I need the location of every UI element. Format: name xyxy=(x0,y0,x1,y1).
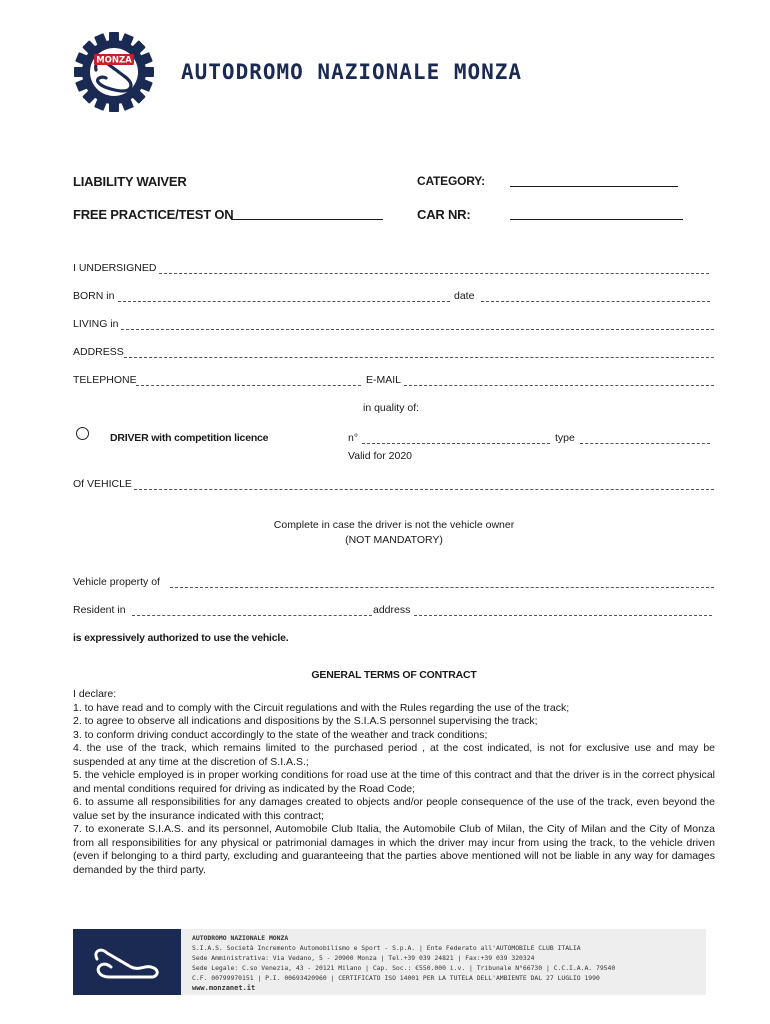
footer-website-link[interactable]: www.monzanet.it xyxy=(192,984,256,992)
born-date-field[interactable] xyxy=(481,301,710,302)
property-field[interactable] xyxy=(170,587,714,588)
terms-item: 5. the vehicle employed is in proper working conditions for road use at the time of this contract and that the driver is in the correct physical and mental conditions required for driving as indicated by the Road Code; xyxy=(73,769,715,795)
vehicle-label: Of VEHICLE xyxy=(73,478,132,490)
terms-item: 7. to exonerate S.I.A.S. and its personnel, Automobile Club Italia, the Automobile Club of Milan, the City of Milan and the City of Monza from all responsibilities for any physical or patrimonial damages in which the driver may incur from using the track, to the vehicle driven (even if belonging to a third party, excluding and guaranteeing that the parties above mentioned will not be liable in any way for damages demanded by the third party. xyxy=(73,823,715,876)
valid-label: Valid for 2020 xyxy=(348,450,413,462)
vehicle-field[interactable] xyxy=(134,489,714,490)
car-nr-label: CAR NR: xyxy=(417,207,471,222)
undersigned-label: I UNDERSIGNED xyxy=(73,262,157,274)
footer-line: S.I.A.S. Società Incremento Automobilismo e Sport - S.p.A. | Ente Federato all'AUTOMOBILE CLUB ITALIA xyxy=(192,944,581,952)
terms-item: 3. to conform driving conduct accordingly to the state of the weather and track conditions; xyxy=(73,728,488,741)
licence-type-field[interactable] xyxy=(580,443,710,444)
owner-address-field[interactable] xyxy=(414,615,712,616)
practice-label: FREE PRACTICE/TEST ON xyxy=(73,207,234,222)
driver-option-label: DRIVER with competition licence xyxy=(110,432,269,444)
quality-label: in quality of: xyxy=(363,402,420,414)
born-label: BORN in xyxy=(73,290,115,302)
circuit-track-icon xyxy=(73,929,181,995)
address-label: ADDRESS xyxy=(73,346,124,358)
resident-field[interactable] xyxy=(132,615,372,616)
waiver-title: LIABILITY WAIVER xyxy=(73,174,187,189)
footer-line: Sede Amministrativa: Via Vedano, 5 - 20900 Monza | Tel.+39 039 24821 | Fax:+39 039 320324 xyxy=(192,954,535,962)
footer-line: Sede Legale: C.so Venezia, 43 - 20121 Milano | Cap. Soc.: €550.000 i.v. | Tribunale N°66730 | C.C.I.A.A. 79540 xyxy=(192,964,616,972)
monza-gear-icon xyxy=(72,30,156,114)
driver-radio[interactable] xyxy=(76,427,89,440)
brand-name: AUTODROMO NAZIONALE MONZA xyxy=(181,60,523,84)
terms-item: 4. the use of the track, which remains limited to the purchased period , at the cost indicated, is not for exclusive use and may be suspended at any time at the discretion of S.I.A.S.; xyxy=(73,742,715,768)
licence-type-label: type xyxy=(555,432,575,444)
living-field[interactable] xyxy=(121,329,714,330)
email-label: E-MAIL xyxy=(366,374,402,386)
terms-item: 6. to assume all responsibilities for any damages created to objects and/or people consequence of the use of the track, even beyond the value set by the insurance indicated with this contract; xyxy=(73,796,715,822)
undersigned-field[interactable] xyxy=(159,273,709,274)
category-label: CATEGORY: xyxy=(417,174,485,188)
terms-body xyxy=(73,688,715,877)
terms-item: 1. to have read and to comply with the Circuit regulations and with the Rules regarding the use of the track; xyxy=(73,701,570,714)
born-place-field[interactable] xyxy=(118,301,450,302)
footer-line: C.F. 00799970151 | P.I. 00693420960 | CERTIFICATO ISO 14001 PER LA TUTELA DELL'AMBIENTE DAL 27 LUGLIO 1990 xyxy=(192,974,600,982)
footer-title: AUTODROMO NAZIONALE MONZA xyxy=(192,934,289,942)
licence-nr-label: n° xyxy=(348,432,359,444)
car-nr-field[interactable] xyxy=(510,219,683,220)
logo-text: MONZA xyxy=(96,55,132,66)
telephone-label: TELEPHONE xyxy=(73,374,137,386)
terms-title: GENERAL TERMS OF CONTRACT xyxy=(311,669,477,681)
resident-label: Resident in xyxy=(73,604,126,616)
owner-note-optional: (NOT MANDATORY) xyxy=(345,534,443,546)
terms-intro: I declare: xyxy=(73,688,117,700)
email-field[interactable] xyxy=(404,385,714,386)
address-field[interactable] xyxy=(124,357,714,358)
property-label: Vehicle property of xyxy=(73,576,160,588)
terms-item: 2. to agree to observe all indications and dispositions by the S.I.A.S personnel supervising the track; xyxy=(73,715,538,727)
licence-nr-field[interactable] xyxy=(362,443,550,444)
telephone-field[interactable] xyxy=(136,385,361,386)
footer xyxy=(73,929,706,995)
footer-logo xyxy=(73,929,181,995)
authorized-text: is expressively authorized to use the vehicle. xyxy=(73,632,289,644)
practice-date-field[interactable] xyxy=(231,219,383,220)
monza-logo xyxy=(72,30,156,114)
date-label: date xyxy=(454,290,475,302)
living-label: LIVING in xyxy=(73,318,119,330)
category-field[interactable] xyxy=(510,186,678,187)
footer-text xyxy=(192,933,615,993)
owner-address-label: address xyxy=(373,604,411,616)
owner-note: Complete in case the driver is not the vehicle owner xyxy=(273,519,515,531)
